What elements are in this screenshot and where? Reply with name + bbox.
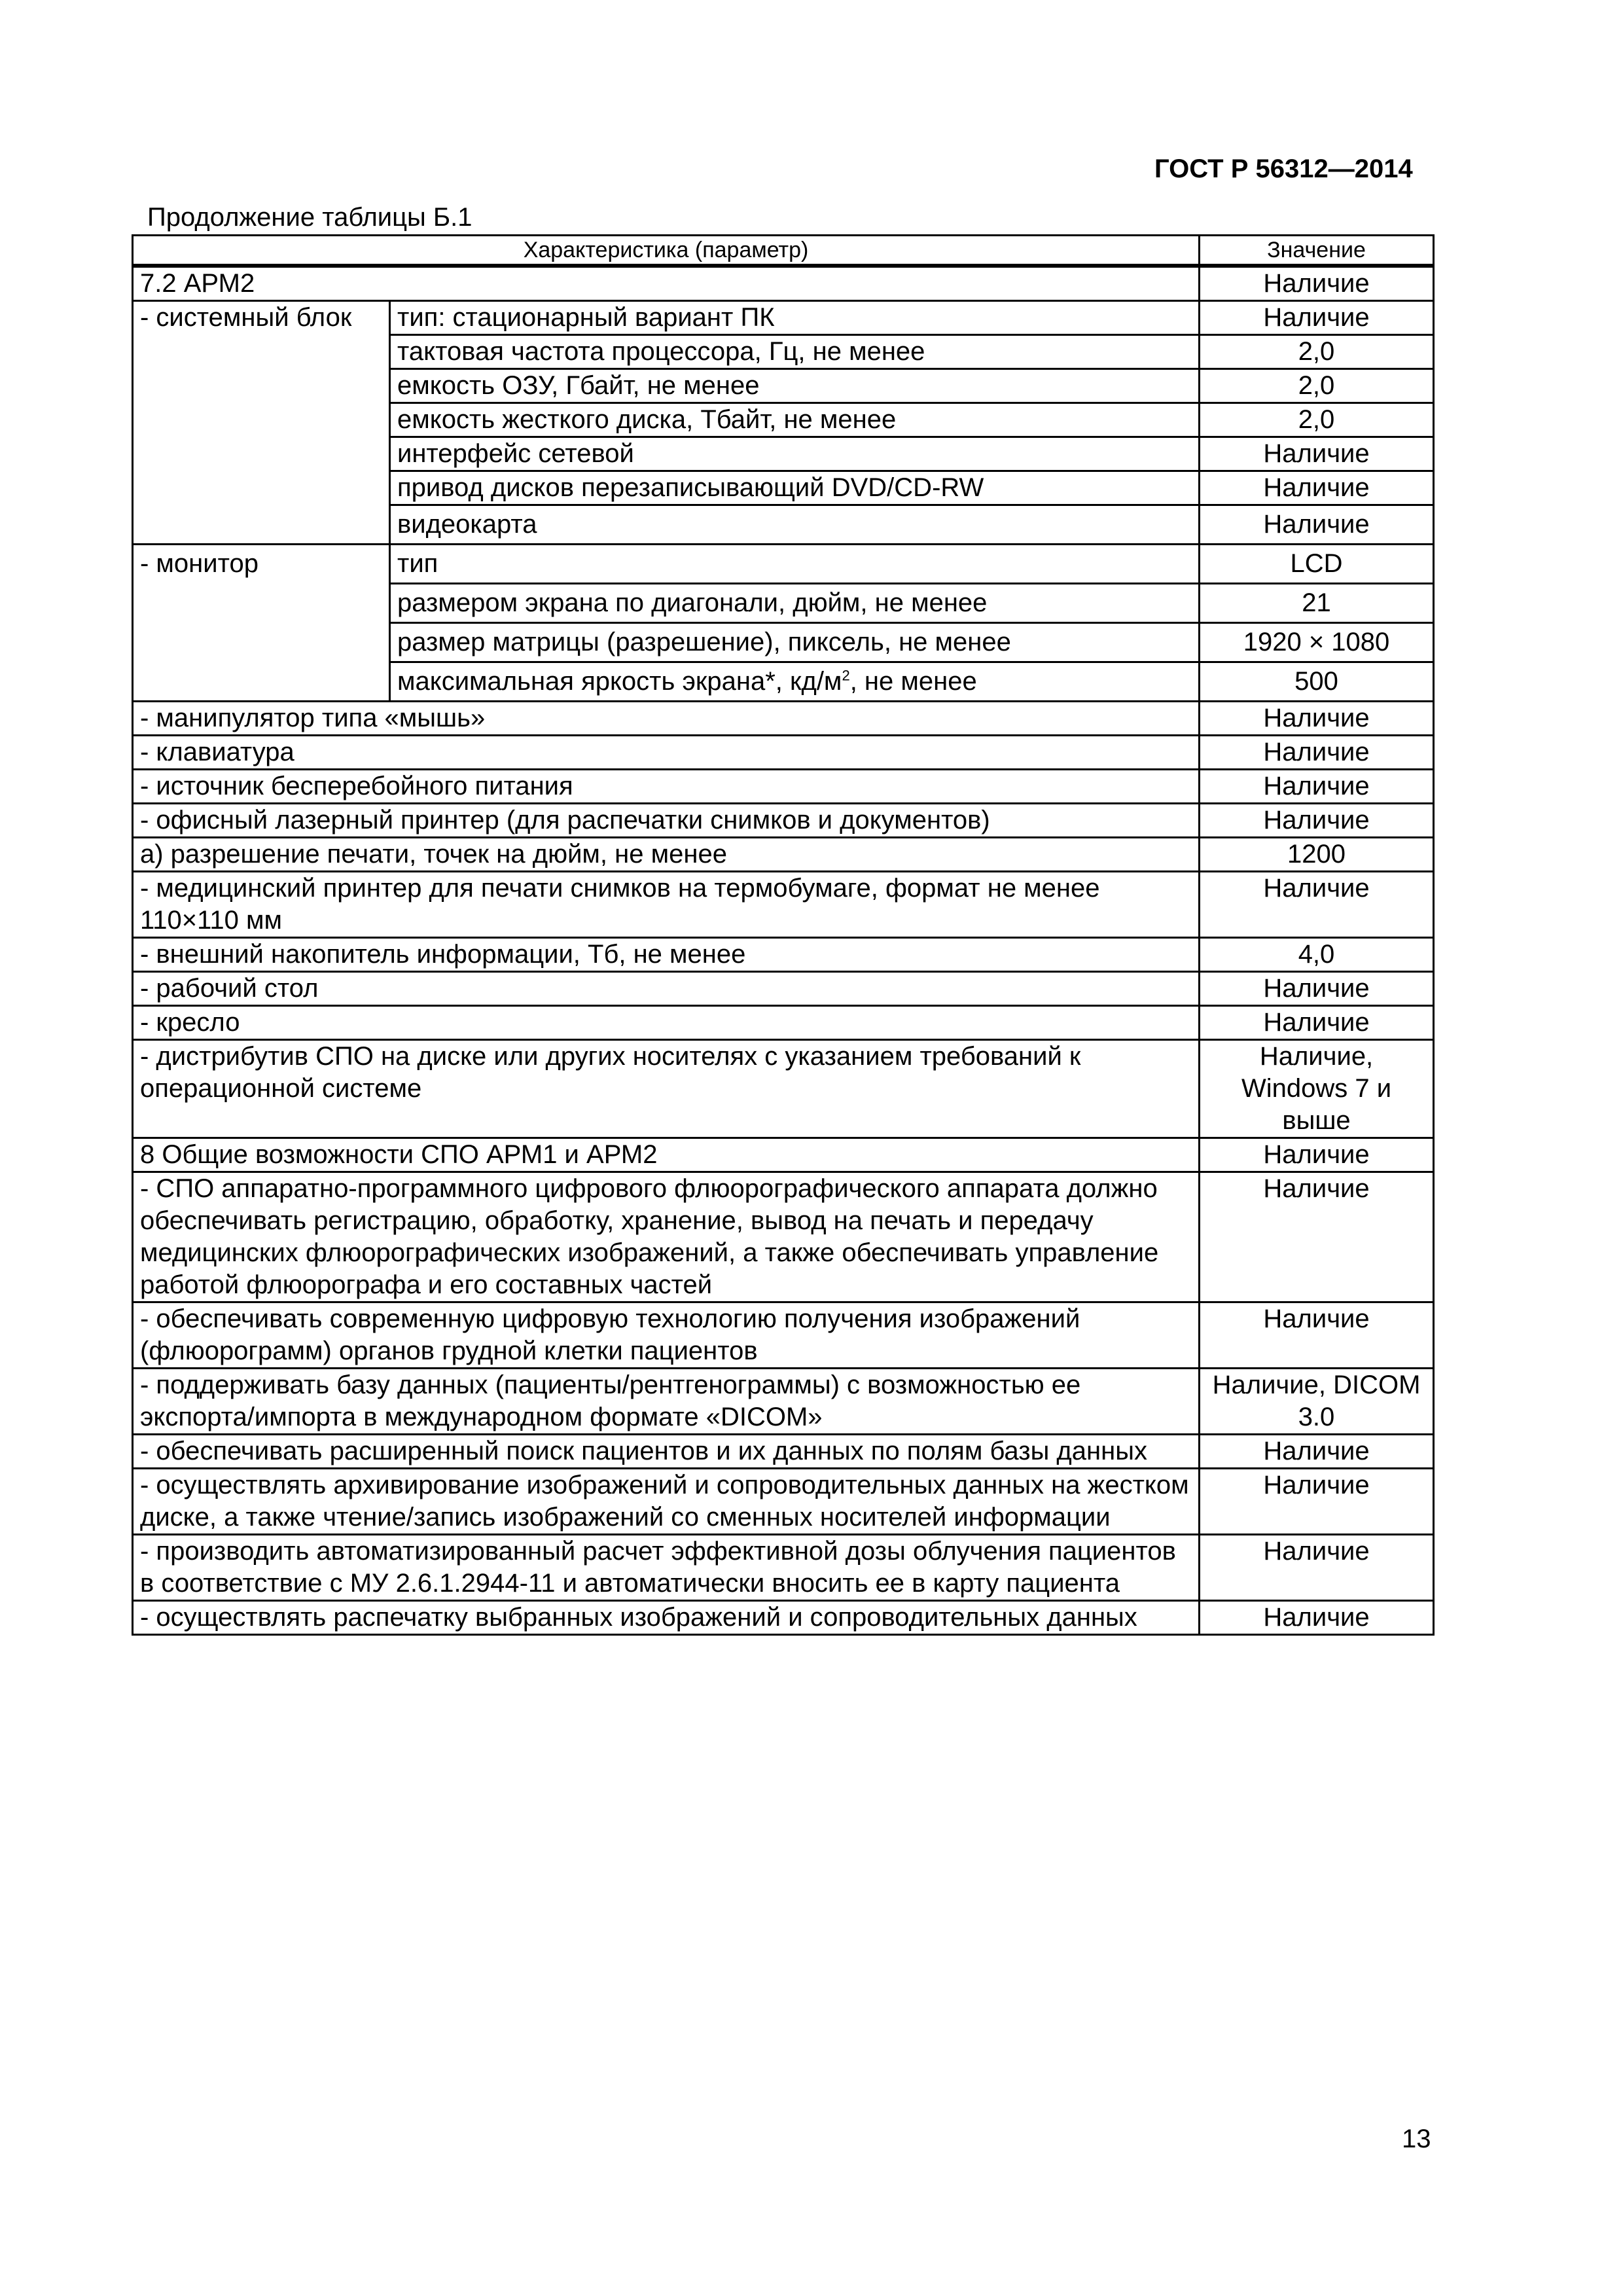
value-cell: Наличие, DICOM 3.0 [1200, 1369, 1434, 1435]
value-cell: Наличие [1200, 437, 1434, 471]
table-row [133, 1535, 1434, 1601]
param-cell: привод дисков перезаписывающий DVD/CD-RW [390, 471, 1200, 505]
table-caption: Продолжение таблицы Б.1 [147, 203, 473, 232]
param-cell: - манипулятор типа «мышь» [133, 702, 1200, 736]
param-cell: - внешний накопитель информации, Тб, не менее [133, 938, 1200, 972]
table-row [133, 736, 1434, 770]
param-cell: тип: стационарный вариант ПК [390, 301, 1200, 335]
value-cell: Наличие, Windows 7 и выше [1200, 1040, 1434, 1138]
value-cell: Наличие [1200, 1435, 1434, 1469]
table-row [133, 1172, 1434, 1302]
value-cell: 500 [1200, 662, 1434, 702]
param-cell: тактовая частота процессора, Гц, не менее [390, 335, 1200, 369]
param-cell: - обеспечивать расширенный поиск пациентов и их данных по полям базы данных [133, 1435, 1200, 1469]
value-cell: Наличие [1200, 972, 1434, 1006]
value-cell: 1200 [1200, 838, 1434, 872]
value-cell: Наличие [1200, 1006, 1434, 1040]
value-cell: Наличие [1200, 1172, 1434, 1302]
value-cell: Наличие [1200, 770, 1434, 804]
table-row [133, 1469, 1434, 1535]
param-cell: тип [390, 545, 1200, 584]
param-header: Характеристика (параметр) [133, 236, 1200, 266]
param-cell: видеокарта [390, 505, 1200, 545]
table-row [133, 938, 1434, 972]
value-cell: Наличие [1200, 301, 1434, 335]
table-row [133, 301, 1434, 335]
table-row [133, 1302, 1434, 1369]
value-cell: LCD [1200, 545, 1434, 584]
table-row [133, 1601, 1434, 1635]
page-number: 13 [1402, 2125, 1431, 2153]
table-row [133, 702, 1434, 736]
brightness-text: максимальная яркость экрана*, кд/м [397, 667, 842, 696]
param-cell: - осуществлять архивирование изображений и сопроводительных данных на жестком диске, а также чтение/запись изображений со сменных носителей информации [133, 1469, 1200, 1535]
value-cell: 4,0 [1200, 938, 1434, 972]
param-cell: - осуществлять распечатку выбранных изображений и сопроводительных данных [133, 1601, 1200, 1635]
value-cell: Наличие [1200, 1138, 1434, 1172]
param-cell: 8 Общие возможности СПО АРМ1 и АРМ2 [133, 1138, 1200, 1172]
param-cell: - обеспечивать современную цифровую технологию получения изображений (флюорограмм) органов грудной клетки пациентов [133, 1302, 1200, 1369]
value-cell: Наличие [1200, 804, 1434, 838]
param-cell: - СПО аппаратно-программного цифрового флюорографического аппарата должно обеспечивать регистрацию, обработку, хранение, вывод на печать и передачу медицинских флюорографических изображений, а также обеспечивать управление работой флюорографа и его составных частей [133, 1172, 1200, 1302]
unit-exponent: 2 [842, 667, 850, 684]
table-row [133, 770, 1434, 804]
value-cell: 2,0 [1200, 369, 1434, 403]
table-header-row [133, 236, 1434, 266]
section-title-arm2: 7.2 АРМ2 [133, 266, 1200, 301]
value-cell: 1920 × 1080 [1200, 623, 1434, 662]
table-row [133, 1138, 1434, 1172]
value-header: Значение [1200, 236, 1434, 266]
group-label-system-unit: - системный блок [133, 301, 390, 545]
param-cell: - производить автоматизированный расчет эффективной дозы облучения пациентов в соответствие с МУ 2.6.1.2944-11 и автоматически вносить ее в карту пациента [133, 1535, 1200, 1601]
value-cell: Наличие [1200, 736, 1434, 770]
param-cell: - дистрибутив СПО на диске или других носителях с указанием требований к операционной системе [133, 1040, 1200, 1138]
param-cell: - офисный лазерный принтер (для распечатки снимков и документов) [133, 804, 1200, 838]
table-row [133, 838, 1434, 872]
value-cell: Наличие [1200, 1302, 1434, 1369]
table-row [133, 266, 1434, 301]
param-cell: - источник бесперебойного питания [133, 770, 1200, 804]
table-row [133, 1040, 1434, 1138]
value-cell: Наличие [1200, 872, 1434, 938]
table-row [133, 972, 1434, 1006]
value-cell: Наличие [1200, 1601, 1434, 1635]
param-cell: а) разрешение печати, точек на дюйм, не менее [133, 838, 1200, 872]
param-cell: - клавиатура [133, 736, 1200, 770]
group-label-monitor: - монитор [133, 545, 390, 702]
value-cell: Наличие [1200, 702, 1434, 736]
value-cell: Наличие [1200, 471, 1434, 505]
value-cell: 21 [1200, 584, 1434, 623]
brightness-suffix: , не менее [849, 667, 977, 696]
param-cell: емкость ОЗУ, Гбайт, не менее [390, 369, 1200, 403]
param-cell: - рабочий стол [133, 972, 1200, 1006]
value-cell: 2,0 [1200, 335, 1434, 369]
value-cell: Наличие [1200, 1535, 1434, 1601]
value-cell: Наличие [1200, 1469, 1434, 1535]
table-row [133, 1435, 1434, 1469]
value-cell: Наличие [1200, 505, 1434, 545]
specification-table [132, 234, 1435, 1636]
value-cell: 2,0 [1200, 403, 1434, 437]
param-cell: емкость жесткого диска, Тбайт, не менее [390, 403, 1200, 437]
param-cell: интерфейс сетевой [390, 437, 1200, 471]
table-row [133, 1006, 1434, 1040]
value-cell: Наличие [1200, 266, 1434, 301]
param-cell: размер матрицы (разрешение), пиксель, не менее [390, 623, 1200, 662]
param-cell: - поддерживать базу данных (пациенты/рентгенограммы) с возможностью ее экспорта/импорта в международном формате «DICOM» [133, 1369, 1200, 1435]
table-row [133, 1369, 1434, 1435]
param-cell: - медицинский принтер для печати снимков на термобумаге, формат не менее 110×110 мм [133, 872, 1200, 938]
param-cell: - кресло [133, 1006, 1200, 1040]
table-row [133, 872, 1434, 938]
standard-designation: ГОСТ Р 56312—2014 [1154, 154, 1413, 183]
table-row [133, 804, 1434, 838]
param-cell [390, 662, 1200, 702]
table-row [133, 545, 1434, 584]
param-cell: размером экрана по диагонали, дюйм, не менее [390, 584, 1200, 623]
